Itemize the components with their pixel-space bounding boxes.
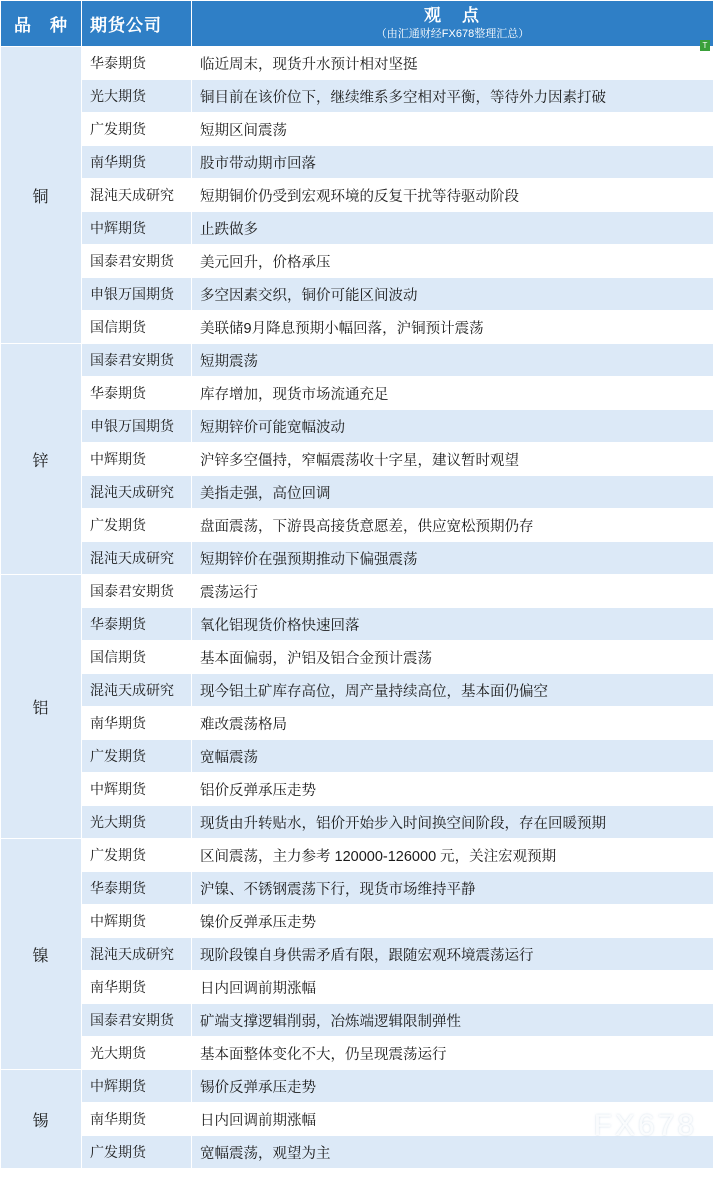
company-cell: 华泰期货	[82, 47, 192, 80]
company-cell: 混沌天成研究	[82, 179, 192, 212]
view-cell: 短期锌价可能宽幅波动	[192, 410, 713, 443]
column-header-view-title: 观 点	[424, 6, 481, 25]
view-cell: 库存增加，现货市场流通充足	[192, 377, 713, 410]
company-cell: 广发期货	[82, 740, 192, 773]
view-cell: 基本面整体变化不大，仍呈现震荡运行	[192, 1037, 713, 1070]
view-cell: 难改震荡格局	[192, 707, 713, 740]
table-row	[1, 707, 713, 740]
view-cell: 区间震荡，主力参考 120000-126000 元，关注宏观预期	[192, 839, 713, 872]
table-row	[1, 212, 713, 245]
view-cell: 短期锌价在强预期推动下偏强震荡	[192, 542, 713, 575]
company-cell: 广发期货	[82, 1136, 192, 1169]
table-row	[1, 806, 713, 839]
table-row	[1, 179, 713, 212]
company-cell: 光大期货	[82, 80, 192, 113]
table-row	[1, 47, 713, 80]
company-cell: 中辉期货	[82, 212, 192, 245]
table-row	[1, 509, 713, 542]
company-cell: 华泰期货	[82, 872, 192, 905]
company-cell: 混沌天成研究	[82, 674, 192, 707]
column-header-view-subtitle: （由汇通财经FX678整理汇总）	[375, 28, 530, 41]
company-cell: 南华期货	[82, 971, 192, 1004]
table-row	[1, 608, 713, 641]
company-cell: 广发期货	[82, 113, 192, 146]
view-cell: 现阶段镍自身供需矛盾有限，跟随宏观环境震荡运行	[192, 938, 713, 971]
table-row	[1, 344, 713, 377]
company-cell: 华泰期货	[82, 377, 192, 410]
table-row	[1, 476, 713, 509]
table-row	[1, 311, 713, 344]
company-cell: 申银万国期货	[82, 410, 192, 443]
view-cell: 氧化铝现货价格快速回落	[192, 608, 713, 641]
view-cell: 临近周末，现货升水预计相对坚挺	[192, 47, 713, 80]
variety-cell: 铜	[1, 47, 82, 344]
view-cell: 美指走强，高位回调	[192, 476, 713, 509]
view-cell: 宽幅震荡	[192, 740, 713, 773]
view-cell: 铜目前在该价位下，继续维系多空相对平衡，等待外力因素打破	[192, 80, 713, 113]
view-cell: 矿端支撑逻辑削弱，冶炼端逻辑限制弹性	[192, 1004, 713, 1037]
view-cell: 沪镍、不锈钢震荡下行，现货市场维持平静	[192, 872, 713, 905]
corner-marker: T	[700, 40, 710, 51]
view-cell: 现货由升转贴水，铝价开始步入时间换空间阶段，存在回暖预期	[192, 806, 713, 839]
table-row	[1, 278, 713, 311]
company-cell: 光大期货	[82, 806, 192, 839]
view-cell: 基本面偏弱，沪铝及铝合金预计震荡	[192, 641, 713, 674]
table-row	[1, 542, 713, 575]
company-cell: 国泰君安期货	[82, 1004, 192, 1037]
company-cell: 中辉期货	[82, 905, 192, 938]
view-cell: 宽幅震荡，观望为主	[192, 1136, 713, 1169]
view-cell: 多空因素交织，铜价可能区间波动	[192, 278, 713, 311]
company-cell: 国信期货	[82, 641, 192, 674]
table-row	[1, 1103, 713, 1136]
table-row	[1, 1037, 713, 1070]
company-cell: 南华期货	[82, 707, 192, 740]
table-row	[1, 1004, 713, 1037]
view-cell: 现今铝土矿库存高位，周产量持续高位，基本面仍偏空	[192, 674, 713, 707]
table-row	[1, 674, 713, 707]
view-cell: 镍价反弹承压走势	[192, 905, 713, 938]
company-cell: 国泰君安期货	[82, 245, 192, 278]
table-row	[1, 773, 713, 806]
view-cell: 短期震荡	[192, 344, 713, 377]
variety-cell: 镍	[1, 839, 82, 1070]
table-row	[1, 839, 713, 872]
company-cell: 中辉期货	[82, 1070, 192, 1103]
table-row	[1, 905, 713, 938]
view-cell: 沪锌多空僵持，窄幅震荡收十字星，建议暂时观望	[192, 443, 713, 476]
table-row	[1, 113, 713, 146]
table-row	[1, 410, 713, 443]
watermark: FX678	[593, 1109, 697, 1142]
table-row	[1, 641, 713, 674]
column-header-company: 期货公司	[82, 1, 192, 47]
view-cell: 震荡运行	[192, 575, 713, 608]
company-cell: 中辉期货	[82, 443, 192, 476]
table-row	[1, 872, 713, 905]
variety-cell: 锡	[1, 1070, 82, 1169]
company-cell: 华泰期货	[82, 608, 192, 641]
view-cell: 短期区间震荡	[192, 113, 713, 146]
view-cell: 短期铜价仍受到宏观环境的反复干扰等待驱动阶段	[192, 179, 713, 212]
variety-cell: 铝	[1, 575, 82, 839]
table-row	[1, 740, 713, 773]
table-row	[1, 938, 713, 971]
company-cell: 光大期货	[82, 1037, 192, 1070]
company-cell: 申银万国期货	[82, 278, 192, 311]
company-cell: 广发期货	[82, 509, 192, 542]
table-header	[1, 1, 713, 47]
view-cell: 美联储9月降息预期小幅回落，沪铜预计震荡	[192, 311, 713, 344]
table-row	[1, 80, 713, 113]
variety-cell: 锌	[1, 344, 82, 575]
view-cell: 盘面震荡，下游畏高接货意愿差，供应宽松预期仍存	[192, 509, 713, 542]
view-cell: 锡价反弹承压走势	[192, 1070, 713, 1103]
table-row	[1, 443, 713, 476]
company-cell: 南华期货	[82, 1103, 192, 1136]
table-row	[1, 575, 713, 608]
company-cell: 国泰君安期货	[82, 344, 192, 377]
company-cell: 国信期货	[82, 311, 192, 344]
table-row	[1, 971, 713, 1004]
company-cell: 广发期货	[82, 839, 192, 872]
view-cell: 铝价反弹承压走势	[192, 773, 713, 806]
table-row	[1, 1136, 713, 1169]
view-cell: 美元回升，价格承压	[192, 245, 713, 278]
table-body	[1, 47, 713, 1169]
company-cell: 混沌天成研究	[82, 542, 192, 575]
company-cell: 中辉期货	[82, 773, 192, 806]
view-cell: 日内回调前期涨幅	[192, 971, 713, 1004]
view-cell: 止跌做多	[192, 212, 713, 245]
view-cell: 股市带动期市回落	[192, 146, 713, 179]
company-cell: 混沌天成研究	[82, 476, 192, 509]
column-header-variety: 品 种	[1, 1, 82, 47]
company-cell: 南华期货	[82, 146, 192, 179]
view-cell: 日内回调前期涨幅	[192, 1103, 713, 1136]
table-row	[1, 146, 713, 179]
company-cell: 混沌天成研究	[82, 938, 192, 971]
table-row	[1, 377, 713, 410]
table-row	[1, 1070, 713, 1103]
table-row	[1, 245, 713, 278]
company-cell: 国泰君安期货	[82, 575, 192, 608]
column-header-view	[192, 1, 713, 47]
